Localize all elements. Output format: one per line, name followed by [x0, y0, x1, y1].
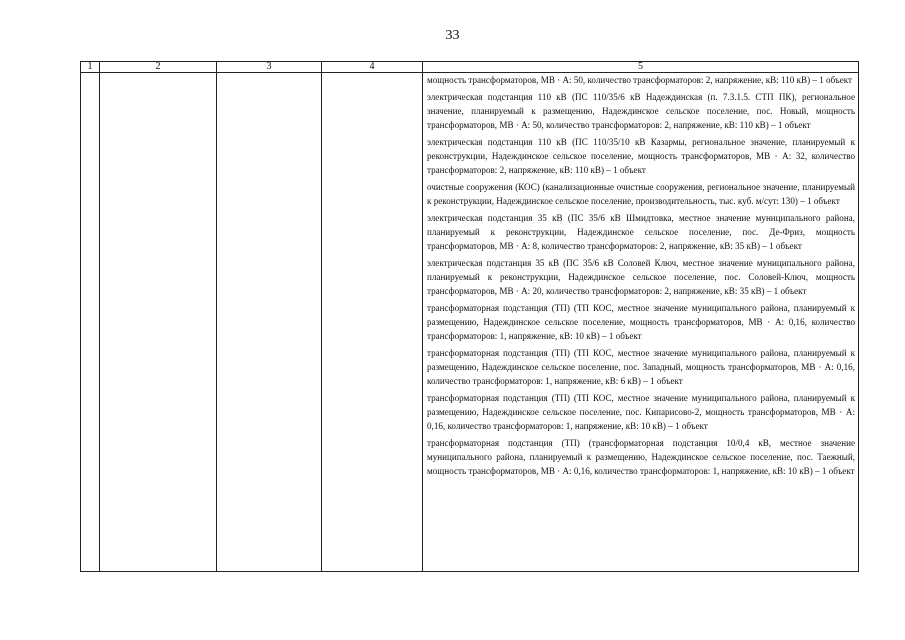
- list-item: электрическая подстанция 110 кВ (ПС 110/35/10 кВ Казармы, региональное значение, планируемый к реконструкции, Надеждинское сельское поселение, мощность трансформаторов, МВ · А: 32, количество трансформаторов: 2, напряжение, кВ: 110 кВ) – 1 объект: [427, 137, 855, 175]
- list-item: трансформаторная подстанция (ТП) (ТП КОС, местное значение муниципального района, планируемый к размещению, Надеждинское сельское поселение, мощность трансформаторов, МВ · А: 0,16, количество трансформаторов: 1, напряжение, кВ: 10 кВ) – 1 объект: [427, 303, 855, 341]
- header-row: [81, 62, 859, 73]
- document-table: [80, 61, 859, 572]
- cell-column-1: [81, 73, 100, 572]
- column-header-3: 3: [217, 62, 322, 73]
- list-item: электрическая подстанция 35 кВ (ПС 35/6 кВ Соловей Ключ, местное значение муниципального района, планируемый к реконструкции, Надеждинское сельское поселение, пос. Соловей-Ключ, мощность трансформаторов, МВ · А: 20, количество трансформаторов: 2, напряжение, кВ: 35 кВ) – 1 объект: [427, 258, 855, 296]
- cell-column-3: [217, 73, 322, 572]
- column-header-4: 4: [322, 62, 423, 73]
- column-header-5: 5: [423, 62, 859, 73]
- list-item: трансформаторная подстанция (ТП) (трансформаторная подстанция 10/0,4 кВ, местное значение муниципального района, планируемый к размещению, Надеждинское сельское поселение, пос. Таежный, мощность трансформаторов, МВ · А: 0,16, количество трансформаторов: 1, напряжение, кВ: 10 кВ) – 1 объект: [427, 438, 855, 476]
- cell-column-2: [100, 73, 217, 572]
- list-item: электрическая подстанция 110 кВ (ПС 110/35/6 кВ Надеждинская (п. 7.3.1.5. СТП ПК), региональное значение, планируемый к размещению, Надеждинское сельское поселение, пос. Новый, мощность трансформаторов, МВ · А: 50, количество трансформаторов: 2, напряжение, кВ: 110 кВ) – 1 объект: [427, 92, 855, 130]
- list-item: мощность трансформаторов, МВ · А: 50, количество трансформаторов: 2, напряжение, кВ: 110 кВ) – 1 объект: [427, 75, 852, 85]
- list-item: трансформаторная подстанция (ТП) (ТП КОС, местное значение муниципального района, планируемый к размещению, Надеждинское сельское поселение, пос. Кипарисово-2, мощность трансформаторов, МВ · А: 0,16, количество трансформаторов: 1, напряжение, кВ: 10 кВ) – 1 объект: [427, 393, 855, 431]
- page-number: 33: [445, 28, 460, 43]
- column-header-1: 1: [81, 62, 100, 73]
- list-item: электрическая подстанция 35 кВ (ПС 35/6 кВ Шмидтовка, местное значение муниципального района, планируемый к реконструкции, Надеждинское сельское поселение, пос. Де-Фриз, мощность трансформаторов, МВ · А: 8, количество трансформаторов: 2, напряжение, кВ: 35 кВ) – 1 объект: [427, 213, 855, 251]
- list-item: трансформаторная подстанция (ТП) (ТП КОС, местное значение муниципального района, планируемый к размещению, Надеждинское сельское поселение, пос. Западный, мощность трансформаторов, МВ · А: 0,16, количество трансформаторов: 1, напряжение, кВ: 6 кВ) – 1 объект: [427, 348, 855, 386]
- table-header: [81, 62, 859, 73]
- list-item: очистные сооружения (КОС) (канализационные очистные сооружения, региональное значение, планируемый к реконструкции, Надеждинское сельское поселение, производительность, тыс. куб. м/сут: 130) – 1 объект: [427, 182, 855, 206]
- column-header-2: 2: [100, 62, 217, 73]
- cell-column-4: [322, 73, 423, 572]
- cell-column-5: [423, 73, 859, 572]
- table-row: [81, 73, 859, 572]
